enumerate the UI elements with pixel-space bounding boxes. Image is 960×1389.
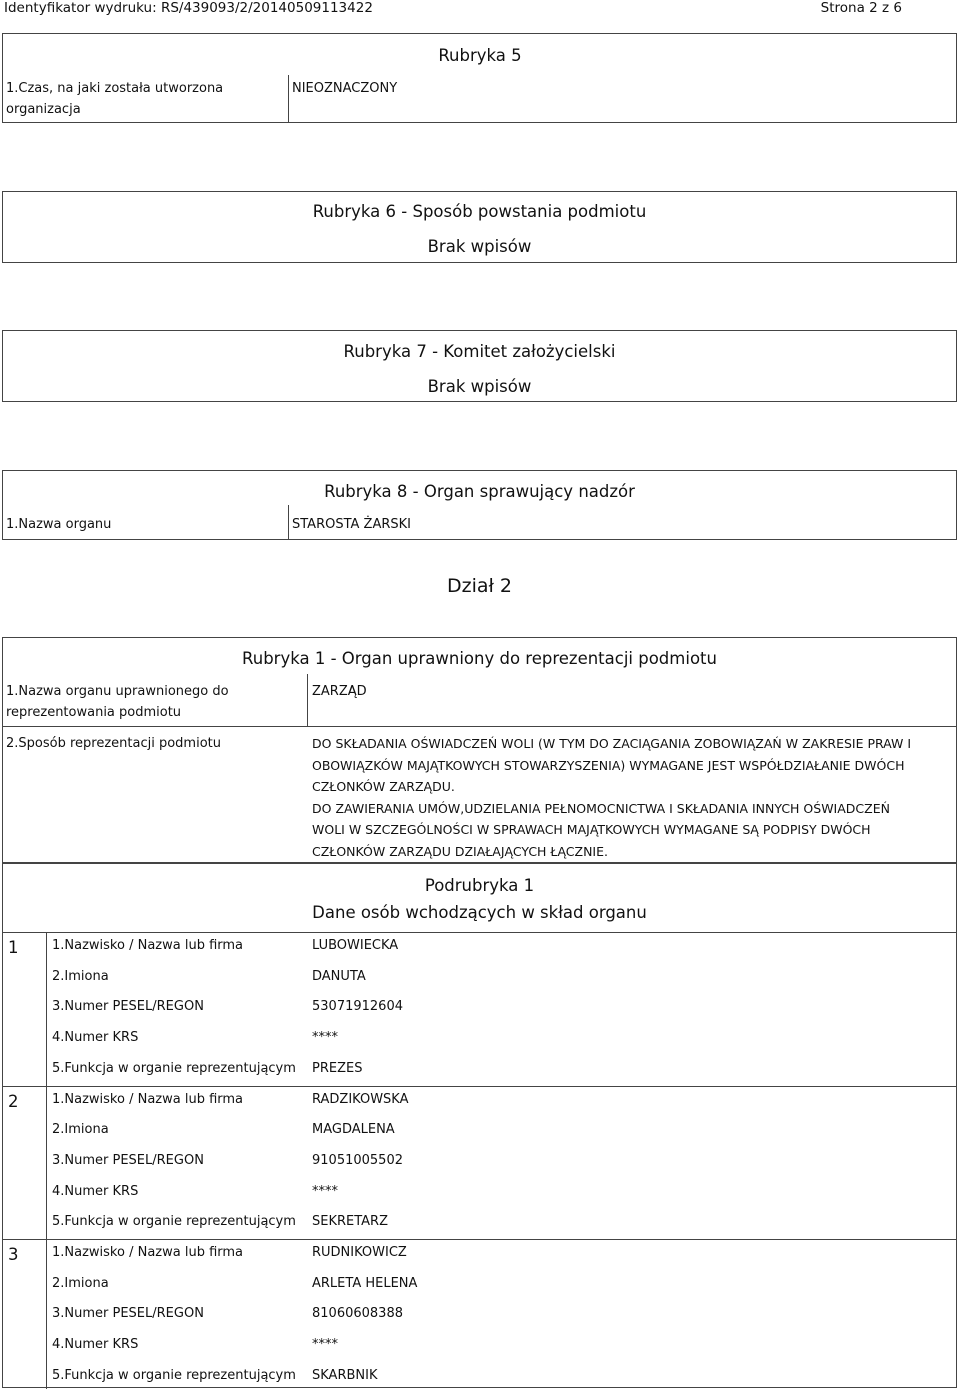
person-label-name: 1.Nazwisko / Nazwa lub firma (52, 938, 244, 953)
method-line: CZŁONKÓW ZARZĄDU. (312, 779, 455, 794)
rubryka5-label-2: organizacja (6, 102, 81, 117)
person-value-krs: **** (312, 1337, 338, 1353)
method-line: WOLI W SZCZEGÓLNOŚCI W SPRAWACH MAJĄTKOWYCH WYMAGANE SĄ PODPISY DWÓCH (312, 822, 871, 837)
rubryka8-box (2, 470, 957, 540)
person-label-name: 1.Nazwisko / Nazwa lub firma (52, 1245, 244, 1260)
person-label-first: 2.Imiona (52, 1122, 109, 1138)
person-label-first: 2.Imiona (52, 968, 109, 984)
person-label-function: 5.Funkcja w organie reprezentującym (52, 1367, 296, 1383)
method-label: 2.Sposób reprezentacji podmiotu (6, 736, 221, 751)
person-value-name: RADZIKOWSKA (312, 1091, 409, 1107)
person-label-krs: 4.Numer KRS (52, 1030, 139, 1046)
organ-label-1: 1.Nazwa organu uprawnionego do (6, 684, 229, 699)
rubryka8-label: 1.Nazwa organu (6, 517, 112, 532)
rubryka8-value: STAROSTA ŻARSKI (292, 517, 411, 532)
person-value-krs: **** (312, 1030, 338, 1046)
organ-value: ZARZĄD (312, 684, 367, 699)
organ-label-2: reprezentowania podmiotu (6, 705, 182, 720)
print-identifier: Identyfikator wydruku: RS/439093/2/20140509113422 (4, 0, 373, 16)
dzial-title: Dział 2 (446, 575, 513, 597)
rubryka6-title: Rubryka 6 - Sposób powstania podmiotu (312, 202, 647, 221)
method-text (312, 733, 911, 862)
person-value-pesel: 91051005502 (312, 1152, 403, 1168)
rubryka5-title: Rubryka 5 (438, 46, 522, 65)
page-number: Strona 2 z 6 (820, 0, 902, 16)
person-label-function: 5.Funkcja w organie reprezentującym (52, 1214, 296, 1230)
method-line: DO ZAWIERANIA UMÓW,UDZIELANIA PEŁNOMOCNICTWA I SKŁADANIA INNYCH OŚWIADCZEŃ (312, 800, 890, 816)
person-value-function: SKARBNIK (312, 1367, 378, 1383)
person-value-function: SEKRETARZ (312, 1214, 389, 1230)
person-label-pesel: 3.Numer PESEL/REGON (52, 1152, 204, 1168)
person-value-first: ARLETA HELENA (312, 1275, 418, 1291)
person-value-function: PREZES (312, 1060, 363, 1076)
person-label-pesel: 3.Numer PESEL/REGON (52, 1306, 204, 1322)
rubryka8-title: Rubryka 8 - Organ sprawujący nadzór (324, 482, 635, 501)
person-label-name: 1.Nazwisko / Nazwa lub firma (52, 1091, 244, 1107)
rubryka5-value: NIEOZNACZONY (292, 81, 398, 96)
person-value-name: RUDNIKOWICZ (312, 1245, 407, 1260)
person-label-first: 2.Imiona (52, 1275, 109, 1291)
person-value-first: MAGDALENA (312, 1122, 395, 1138)
rubryka5-label-1: 1.Czas, na jaki została utworzona (6, 81, 224, 96)
rubryka7-title: Rubryka 7 - Komitet założycielski (343, 342, 616, 361)
person-value-first: DANUTA (312, 968, 366, 984)
person-value-pesel: 53071912604 (312, 999, 403, 1015)
person-number: 3 (8, 1245, 19, 1264)
method-line: CZŁONKÓW ZARZĄDU DZIAŁAJĄCYCH ŁĄCZNIE. (312, 843, 608, 859)
person-number: 1 (8, 938, 19, 957)
person-label-function: 5.Funkcja w organie reprezentującym (52, 1060, 296, 1076)
person-number: 2 (8, 1091, 19, 1111)
method-line: DO SKŁADANIA OŚWIADCZEŃ WOLI (W TYM DO ZACIĄGANIA ZOBOWIĄZAŃ W ZAKRESIE PRAW I (312, 736, 912, 751)
person-value-krs: **** (312, 1183, 338, 1199)
podrubryka-subtitle: Dane osób wchodzących w skład organu (312, 903, 647, 922)
person-label-krs: 4.Numer KRS (52, 1183, 139, 1199)
person-label-krs: 4.Numer KRS (52, 1337, 139, 1353)
podrubryka-title: Podrubryka 1 (424, 876, 535, 895)
person-label-pesel: 3.Numer PESEL/REGON (52, 999, 204, 1015)
rubryka7-empty: Brak wpisów (427, 377, 532, 396)
rubryka1-title: Rubryka 1 - Organ uprawniony do reprezentacji podmiotu (242, 649, 717, 668)
method-line: OBOWIĄZKÓW MAJĄTKOWYCH STOWARZYSZENIA) WYMAGANE JEST WSPÓŁDZIAŁANIE DWÓCH (312, 757, 905, 773)
person-value-pesel: 81060608388 (312, 1306, 403, 1322)
rubryka6-empty: Brak wpisów (427, 237, 532, 256)
person-value-name: LUBOWIECKA (312, 938, 399, 953)
